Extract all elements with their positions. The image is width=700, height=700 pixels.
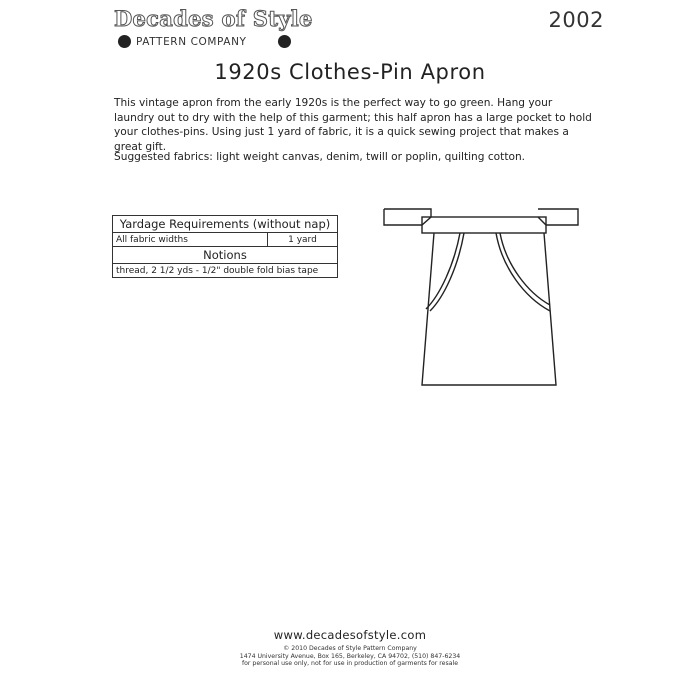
notions-text: thread, 2 1/2 yds - 1/2" double fold bias tape	[113, 264, 338, 278]
yardage-heading: Yardage Requirements (without nap)	[113, 216, 338, 233]
description: This vintage apron from the early 1920s is the perfect way to go green. Hang your laundry out to dry with the help of this garment; this half apron has a large pocket to hold your clothes-pins. Using just 1 yard of fabric, it is a quick sewing project that makes a great gift.	[114, 97, 592, 153]
notice-text: for personal use only, not for use in production of garments for resale	[241, 660, 459, 667]
waistband	[422, 217, 546, 233]
notions-heading: Notions	[113, 247, 338, 264]
address-text: 1474 University Avenue, Box 165, Berkeley, CA 94702, (510) 847-6234	[239, 652, 461, 660]
logo-title: Decades of Style	[114, 6, 313, 31]
rose-icon	[278, 35, 291, 48]
right-pocket-edge	[500, 233, 550, 305]
yardage-table	[112, 215, 338, 278]
website-link[interactable]: www.decadesofstyle.com	[273, 628, 427, 642]
apron-illustration	[380, 205, 580, 395]
apron-body	[422, 233, 556, 385]
yardage-value: 1 yard	[267, 233, 337, 247]
left-pocket-edge-inner	[430, 233, 464, 311]
rose-icon	[118, 35, 131, 48]
copyright-text: © 2010 Decades of Style Pattern Company	[283, 645, 417, 652]
page-title: 1920s Clothes-Pin Apron	[214, 60, 486, 84]
pattern-number: 2002	[548, 8, 604, 32]
logo-subtitle-group	[118, 34, 293, 52]
logo-subtitle: PATTERN COMPANY	[136, 36, 247, 48]
suggested-fabrics: Suggested fabrics: light weight canvas, denim, twill or poplin, quilting cotton.	[114, 151, 526, 163]
yardage-label: All fabric widths	[113, 233, 268, 247]
